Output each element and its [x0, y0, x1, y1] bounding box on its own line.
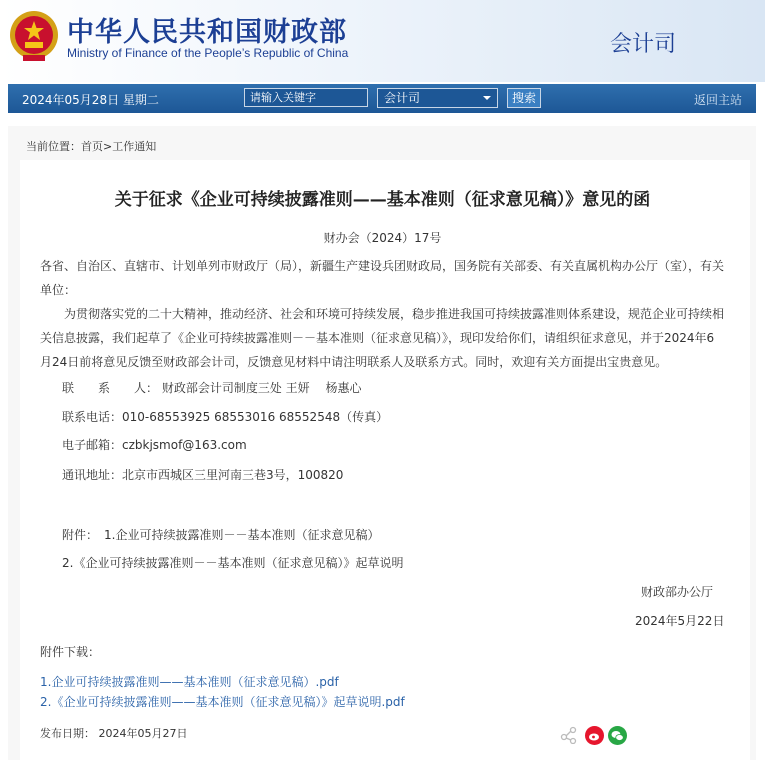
- sign-date: 2024年5月22日: [635, 614, 725, 628]
- breadcrumb-home[interactable]: 首页: [81, 140, 103, 153]
- download-link-2[interactable]: 2.《企业可持续披露准则——基本准则（征求意见稿）》起草说明.pdf: [40, 695, 405, 709]
- weibo-icon[interactable]: [585, 726, 604, 745]
- nav-bar: [8, 84, 756, 113]
- wechat-icon[interactable]: [608, 726, 627, 745]
- breadcrumb-prefix: 当前位置：: [26, 140, 81, 153]
- signer: 财政部办公厅: [641, 585, 714, 599]
- breadcrumb-separator: >: [103, 140, 113, 153]
- department-name: 会计司: [610, 32, 677, 57]
- article-panel: [20, 160, 750, 760]
- attachment-2: 2.《企业可持续披露准则－－基本准则（征求意见稿）》起草说明: [62, 556, 404, 570]
- contact-phone: 联系电话：010-68553925 68553016 68552548（传真）: [62, 410, 389, 424]
- article-body: 为贯彻落实党的二十大精神，推动经济、社会和环境可持续发展，稳步推进我国可持续披露准则体系建设，规范企业可持续相关信息披露，我们起草了《企业可持续披露准则－－基本准则（征求意见稿）》，现印发给你们，请组织征求意见，并于2024年6月24日前将意见反馈至财政部会计司，反馈意见材料中请注明联系人及联系方式。同时，欢迎有关方面提出宝贵意见。: [40, 307, 725, 369]
- page-title: 关于征求《企业可持续披露准则——基本准则（征求意见稿）》意见的函: [114, 190, 651, 210]
- chevron-down-icon: [483, 96, 491, 100]
- site-header: [0, 0, 765, 82]
- downloads-title: 附件下载：: [40, 645, 101, 659]
- current-date: 2024年05月28日 星期二: [22, 93, 159, 107]
- site-name-cn[interactable]: 中华人民共和国财政部: [67, 17, 347, 48]
- department-select-value: 会计司: [384, 91, 421, 105]
- download-link-1[interactable]: 1.企业可持续披露准则——基本准则（征求意见稿）.pdf: [40, 675, 339, 689]
- return-home-link[interactable]: 返回主站: [693, 93, 742, 107]
- publish-date: 发布日期： 2024年05月27日: [40, 727, 188, 740]
- site-name-en: Ministry of Finance of the People’s Republic of China: [67, 46, 349, 60]
- attachment-1: 附件： 1.企业可持续披露准则－－基本准则（征求意见稿）: [62, 528, 380, 542]
- department-select[interactable]: [377, 88, 498, 108]
- breadcrumb-section[interactable]: 工作通知: [112, 140, 157, 153]
- contact-person: 联 系 人： 财政部会计司制度三处 王妍 杨惠心: [62, 381, 362, 395]
- contact-address: 通讯地址：北京市西城区三里河南三巷3号，100820: [62, 468, 344, 482]
- share-icon[interactable]: [560, 726, 578, 744]
- search-button[interactable]: 搜索: [507, 88, 541, 108]
- addressee: 各省、自治区、直辖市、计划单列市财政厅（局），新疆生产建设兵团财政局，国务院有关部委、有关直属机构办公厅（室），有关单位：: [40, 259, 725, 297]
- document-number: 财办会（2024）17号: [323, 231, 442, 245]
- contact-email: 电子邮箱：czbkjsmof@163.com: [62, 438, 247, 452]
- national-emblem-icon: [9, 9, 59, 63]
- search-input[interactable]: 请输入关键字: [244, 88, 368, 107]
- breadcrumb: [26, 138, 156, 154]
